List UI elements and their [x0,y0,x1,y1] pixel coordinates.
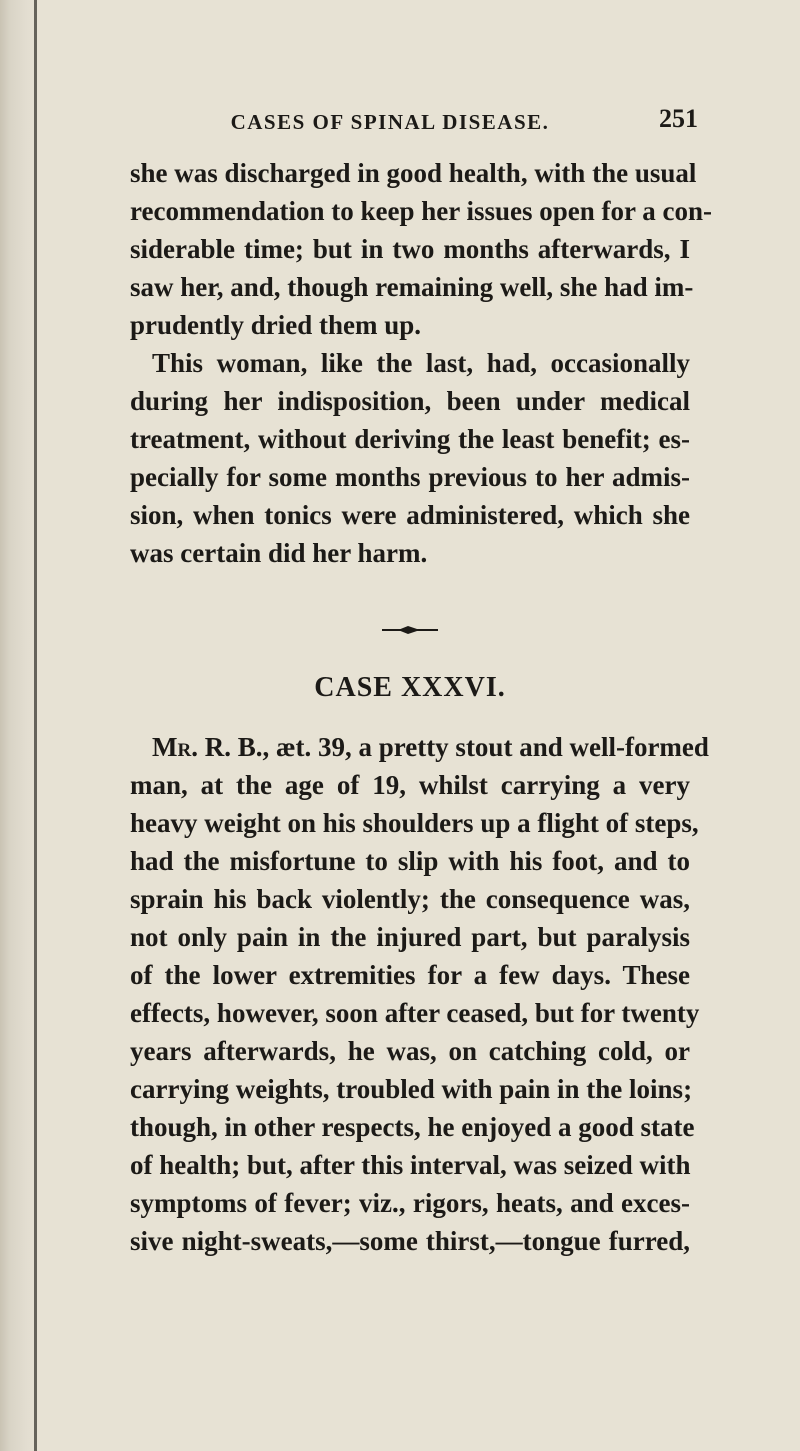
patient-name: Mr. R. B., [152,732,270,762]
text-line: symptoms of fever; viz., rigors, heats, and exces- [130,1188,690,1218]
text-line: during her indisposition, been under medical [130,386,690,416]
text-line: sion, when tonics were administered, which she [130,500,690,530]
paragraph-1 [130,154,712,344]
text-line: pecially for some months previous to her admis- [130,462,690,492]
text-line: years afterwards, he was, on catching cold, or [130,1036,690,1066]
page-number: 251 [659,104,698,133]
text-line: sprain his back violently; the consequence was, [130,884,690,914]
binding-edge [0,0,38,1451]
text-line: not only pain in the injured part, but paralysis [130,922,690,952]
text-line: saw her, and, though remaining well, she had im- [130,272,694,302]
text-line: treatment, without deriving the least benefit; es- [130,424,690,454]
text-line: recommendation to keep her issues open for a con- [130,196,712,226]
text-line: heavy weight on his shoulders up a flight of steps, [130,808,699,838]
rule-ornament-icon [380,624,440,636]
text-line: carrying weights, troubled with pain in the loins; [130,1074,693,1104]
text-line: This woman, like the last, had, occasionally [152,348,690,378]
binding-line [34,0,37,1451]
case-title: CASE XXXVI. [314,672,506,703]
text-line: siderable time; but in two months afterwards, I [130,234,690,264]
text-line [130,728,709,766]
text-line: sive night-sweats,—some thirst,—tongue furred, [130,1226,690,1256]
text-line: of health; but, after this interval, was seized with [130,1150,691,1180]
text-line: prudently dried them up. [130,310,422,340]
book-page [130,104,712,1260]
text-line: was certain did her harm. [130,538,428,568]
text-line: man, at the age of 19, whilst carrying a very [130,770,690,800]
text-line: though, in other respects, he enjoyed a good state [130,1112,695,1142]
running-head [130,104,698,154]
paragraph-2 [130,344,690,572]
case-paragraph [130,728,709,1260]
text-line: had the misfortune to slip with his foot, and to [130,846,690,876]
text-line: of the lower extremities for a few days. These [130,960,690,990]
text-line: effects, however, soon after ceased, but for twenty [130,998,700,1028]
text-line: she was discharged in good health, with the usual [130,158,697,188]
running-title: CASES OF SPINAL DISEASE. [230,110,550,134]
first-line-rest: æt. 39, a pretty stout and well-formed [275,732,709,762]
